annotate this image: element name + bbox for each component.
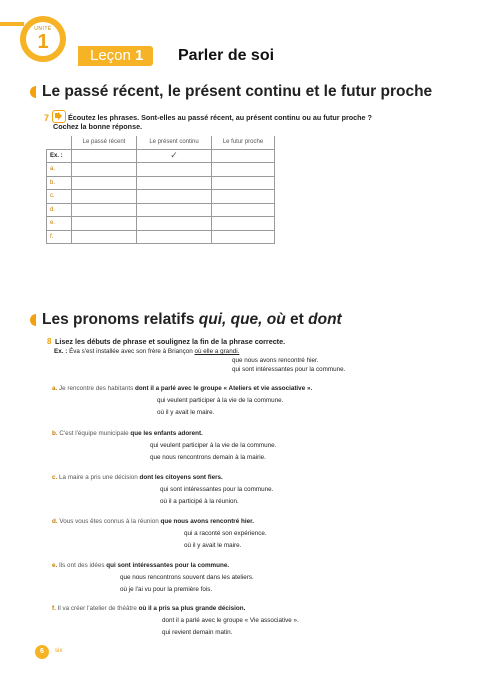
answer-grid (46, 136, 275, 244)
unit-badge (20, 16, 66, 62)
grid-cell[interactable] (137, 176, 212, 190)
item-option[interactable]: dont il a parlé avec le groupe « Vie associative ». (162, 617, 299, 624)
page-title: Parler de soi (178, 47, 275, 64)
item-option[interactable]: où il a participé à la réunion. (160, 498, 239, 505)
example-label: Ex. : (54, 348, 68, 355)
example-start: Éva s'est installée avec son frère à Briançon (69, 348, 195, 355)
section-title-text: Le passé récent, le présent continu et le futur proche (42, 83, 433, 100)
col-header-present: Le présent continu (137, 136, 212, 149)
example-option-3: qui sont intéressantes pour la commune. (232, 366, 346, 373)
grid-cell[interactable] (212, 176, 275, 190)
item-start: La maire a pris une décision (59, 474, 140, 481)
row-label: d. (47, 203, 72, 217)
row-label: a. (47, 163, 72, 177)
lecon-badge (78, 46, 153, 66)
grid-cell[interactable] (72, 230, 137, 244)
row-label: c. (47, 190, 72, 204)
grid-cell[interactable] (137, 163, 212, 177)
exercise-7-instruction-1: Écoutez les phrases. Sont-elles au passé récent, au présent continu ou au futur proche ? (68, 113, 372, 122)
item-a-line (52, 385, 312, 393)
item-option[interactable]: dont les citoyens sont fiers. (139, 474, 223, 481)
unit-word: UNITÉ (34, 26, 52, 32)
item-option[interactable]: qui revient demain matin. (162, 629, 233, 636)
item-label: e. (52, 562, 58, 569)
item-start: Vous vous êtes connus à la réunion (59, 518, 161, 525)
example-answer: où elle a grandi. (194, 348, 240, 355)
row-label: b. (47, 176, 72, 190)
grid-cell[interactable] (212, 230, 275, 244)
grid-row-c (47, 190, 275, 204)
grid-cell[interactable] (212, 217, 275, 231)
page-tag: six (55, 648, 63, 654)
grid-cell[interactable] (137, 217, 212, 231)
item-label: b. (52, 430, 58, 437)
item-start: C'est l'équipe municipale (59, 430, 131, 437)
section-title-tenses (30, 83, 432, 101)
grid-row-b (47, 176, 275, 190)
grid-cell[interactable] (72, 163, 137, 177)
item-b-line (52, 430, 203, 438)
page-number: 6 (35, 645, 49, 659)
grid-row-a (47, 163, 275, 177)
section-title-mid: et (285, 311, 309, 328)
exercise-8-instruction: Lisez les débuts de phrase et soulignez la fin de la phrase correcte. (55, 337, 286, 346)
grid-row-example (47, 149, 275, 163)
exercise-7-number: 7 (44, 113, 50, 123)
header-accent-bar (0, 22, 24, 26)
grid-cell[interactable] (72, 217, 137, 231)
item-label: d. (52, 518, 58, 525)
item-option[interactable]: qui sont intéressantes pour la commune. (106, 562, 230, 569)
item-option[interactable]: qui a raconté son expérience. (184, 530, 267, 537)
grid-cell[interactable] (137, 230, 212, 244)
example-option-2: que nous avons rencontré hier. (232, 357, 319, 364)
item-option[interactable]: que les enfants adorent. (130, 430, 203, 437)
item-option[interactable]: que nous avons rencontré hier. (160, 518, 254, 525)
section-marker (30, 86, 36, 98)
item-start: Je rencontre des habitants (59, 385, 135, 392)
item-option[interactable]: qui veulent participer à la vie de la commune. (150, 442, 277, 449)
grid-cell[interactable] (72, 149, 137, 163)
grid-row-e (47, 217, 275, 231)
section-title-italic: qui, que, où (198, 311, 286, 328)
row-label: e. (47, 217, 72, 231)
exercise-8-number: 8 (47, 337, 52, 346)
item-e-line (52, 562, 229, 570)
item-option[interactable]: que nous rencontrons demain à la mairie. (150, 454, 266, 461)
grid-cell[interactable] (72, 203, 137, 217)
section-title-prefix: Les pronoms relatifs (42, 311, 199, 328)
section-marker (30, 314, 36, 326)
grid-cell[interactable] (212, 190, 275, 204)
col-header-futur: Le futur proche (212, 136, 275, 149)
item-option[interactable]: où je l'ai vu pour la première fois. (120, 586, 213, 593)
grid-cell[interactable] (212, 203, 275, 217)
col-header-passe: Le passé récent (72, 136, 137, 149)
item-label: a. (52, 385, 58, 392)
grid-cell[interactable] (72, 190, 137, 204)
item-start: Ils ont des idées (59, 562, 107, 569)
grid-cell[interactable] (212, 163, 275, 177)
grid-header-row (47, 136, 275, 149)
grid-cell[interactable] (137, 190, 212, 204)
row-label: Ex. : (47, 149, 72, 163)
exercise-7-instruction-2: Cochez la bonne réponse. (53, 122, 143, 131)
item-option[interactable]: dont il a parlé avec le groupe « Ateliers et vie associative ». (134, 385, 313, 392)
item-option[interactable]: où il a pris sa plus grande décision. (138, 605, 246, 612)
item-option[interactable]: qui veulent participer à la vie de la commune. (157, 397, 284, 404)
grid-row-d (47, 203, 275, 217)
item-d-line (52, 518, 254, 526)
section-title-italic-2: dont (308, 311, 342, 328)
item-f-line (52, 605, 245, 613)
grid-row-f (47, 230, 275, 244)
lecon-number: 1 (135, 47, 144, 64)
item-c-line (52, 474, 223, 482)
row-label: f. (47, 230, 72, 244)
unit-number: 1 (37, 31, 49, 53)
section-title-pronouns (30, 311, 342, 329)
grid-cell[interactable] (212, 149, 275, 163)
lecon-word: Leçon (90, 47, 131, 64)
item-option[interactable]: où il y avait le maire. (184, 542, 242, 549)
grid-cell[interactable] (137, 203, 212, 217)
grid-corner (47, 136, 72, 149)
item-option[interactable]: où il y avait le maire. (157, 409, 215, 416)
item-label: c. (52, 474, 58, 481)
item-option[interactable]: que nous rencontrons souvent dans les ateliers. (120, 574, 254, 581)
checkmark-icon: ✓ (137, 149, 212, 163)
grid-cell[interactable] (72, 176, 137, 190)
example-line (54, 348, 239, 356)
item-label: f. (52, 605, 56, 612)
item-start: Il va créer l'atelier de théâtre (57, 605, 139, 612)
item-option[interactable]: qui sont intéressantes pour la commune. (160, 486, 274, 493)
